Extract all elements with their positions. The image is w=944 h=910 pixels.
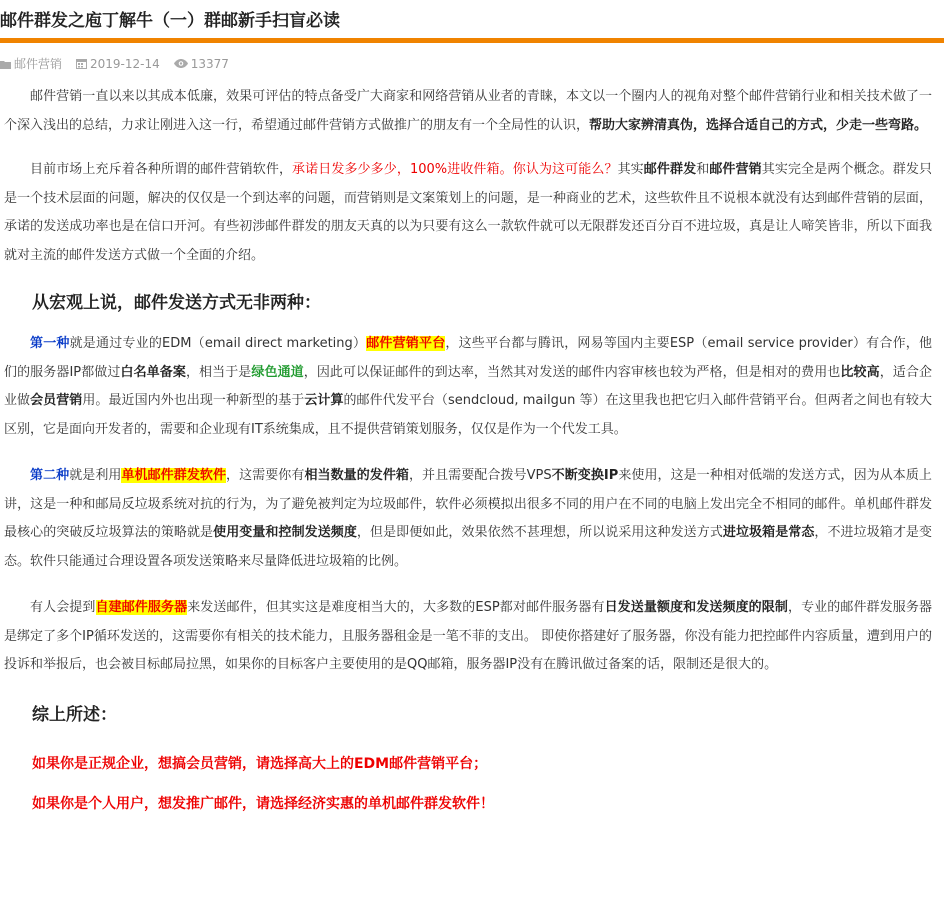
bold-text: 邮件群发 (643, 162, 697, 177)
text: ，因此可以保证邮件的到达率，当然其对发送的邮件内容审核也较为严格，但是相对的费用也 (303, 364, 841, 380)
article-meta (0, 55, 229, 72)
views-count: 13377 (190, 56, 229, 71)
paragraph-intro (4, 83, 932, 140)
text: ，并且需要配合拨号VPS (408, 468, 552, 483)
paragraph-market (4, 156, 932, 270)
bold-text: 不断变换IP (551, 468, 619, 483)
article-body (4, 83, 932, 824)
date-text: 2019-12-14 (90, 56, 160, 71)
category-link[interactable]: 邮件营销 (14, 57, 63, 71)
paragraph-first-method (4, 330, 932, 444)
page-title: 邮件群发之庖丁解牛（一）群邮新手扫盲必读 (0, 11, 340, 31)
green-text: 绿色通道 (251, 364, 304, 380)
paragraph-second-method (4, 462, 932, 576)
text: 就是通过专业的EDM（email direct marketing） (69, 336, 367, 351)
highlight-text: 单机邮件群发软件 (121, 468, 227, 483)
bold-text: 日发送量额度和发送频度的限制 (604, 600, 788, 615)
calendar-icon (76, 58, 87, 69)
bold-text: 邮件营销 (709, 162, 762, 177)
title-bar (0, 0, 944, 43)
bold-text: 进垃圾箱是常态 (722, 525, 815, 540)
text: 其实 (617, 162, 644, 177)
meta-date (76, 55, 160, 72)
bold-text: 帮助大家辨清真伪，选择合适自己的方式，少走一些弯路。 (589, 117, 928, 133)
text: 和 (696, 162, 710, 177)
bold-text: 相当数量的发件箱 (304, 468, 409, 483)
blue-text: 第二种 (30, 468, 70, 483)
text: ，不进垃圾箱才是变态。软件只能通过合理设置各项发送策略来尽量降低进垃圾箱的比例。 (4, 525, 932, 569)
section-heading-macro: 从宏观上说，邮件发送方式无非两种： (32, 293, 321, 313)
text: 的邮件代发平台（sendcloud, mailgun 等）在这里我也把它归入邮件营销平台。但两者之间也有较大区别，它是面向开发者的，需要和企业现有IT系统集成，且不提供营销策划服务，仅仅是作为一个代发工具。 (4, 393, 932, 437)
text: 用。最近国内外也出现一种新型的基于 (82, 393, 305, 408)
red-text: 承诺日发多少多少，100%进收件箱。你认为这可能么？ (292, 162, 618, 177)
conclusion-personal: 如果你是个人用户，想发推广邮件，请选择经济实惠的单机邮件群发软件！ (32, 795, 494, 812)
conclusion-enterprise: 如果你是正规企业，想搞会员营销，请选择高大上的EDM邮件营销平台； (32, 755, 488, 772)
bold-text: 白名单备案 (120, 364, 186, 380)
bold-text: 会员营销 (30, 393, 83, 408)
bold-text: 比较高 (840, 364, 880, 380)
bold-text: 使用变量和控制发送频度 (213, 525, 357, 540)
text: 目前市场上充斥着各种所谓的邮件营销软件， (30, 162, 293, 177)
blue-text: 第一种 (30, 336, 70, 351)
text: ，相当于是 (185, 364, 252, 380)
highlight-text: 邮件营销平台 (366, 336, 446, 351)
text: 有人会提到 (30, 600, 96, 615)
text: ，专业的邮件群发服务器是绑定了多个IP循环发送的，这需要你有相关的技术能力，且服务器租金是一笔不菲的支出。 即使你搭建好了服务器，你没有能力把控邮件内容质量，遭到用户的投诉和举报后，也会被目标邮局拉黑，如果你的目标客户主要使用的是QQ邮箱，服务器IP没有在腾讯做过备案的话，限制还是很大的。 (4, 600, 932, 672)
highlight-text: 自建邮件服务器 (95, 600, 188, 615)
text: ，但是即便如此，效果依然不甚理想，所以说采用这种发送方式 (356, 525, 723, 540)
paragraph-self-server (4, 594, 932, 680)
bold-text: 云计算 (304, 393, 344, 408)
section-heading-summary: 综上所述： (32, 704, 117, 725)
text: 来发送邮件，但其实这是难度相当大的，大多数的ESP都对邮件服务器有 (187, 600, 605, 615)
text: 来使用，这是一种相对低端的发送方式，因为从本质上讲，这是一种和邮局反垃圾系统对抗的行为，为了避免被判定为垃圾邮件，软件必须模拟出很多不同的用户在不同的电脑上发出完全不相同的邮件。单机邮件群发最核心的突破反垃圾算法的策略就是 (4, 468, 932, 540)
text: 就是利用 (69, 468, 122, 483)
text: ，适合企业做 (4, 364, 932, 408)
text: ，这些平台都与腾讯，网易等国内主要ESP（email service provider）有合作，他们的服务器IP都做过 (4, 336, 932, 380)
folder-icon (0, 59, 11, 69)
text: ，这需要你有 (226, 468, 305, 483)
text: 其实完全是两个概念。群发只是一个技术层面的问题，解决的仅仅是一个到达率的问题，而营销则是文案策划上的问题，是一种商业的艺术，这些软件且不说根本就没有达到邮件营销的层面，承诺的发送成功率也是在信口开河。有些初涉邮件群发的朋友天真的以为只要有这么一款软件就可以无限群发还百分百不进垃圾，真是让人啼笑皆非，所以下面我就对主流的邮件发送方式做一个全面的介绍。 (4, 162, 932, 263)
meta-category[interactable] (0, 55, 62, 72)
text: 邮件营销一直以来以其成本低廉，效果可评估的特点备受广大商家和网络营销从业者的青睐，本文以一个圈内人的视角对整个邮件营销行业和相关技术做了一个深入浅出的总结，力求让刚进入这一行，希望通过邮件营销方式做推广的朋友有一个全局性的认识， (4, 89, 932, 133)
eye-icon (174, 59, 188, 68)
meta-views (174, 55, 229, 72)
